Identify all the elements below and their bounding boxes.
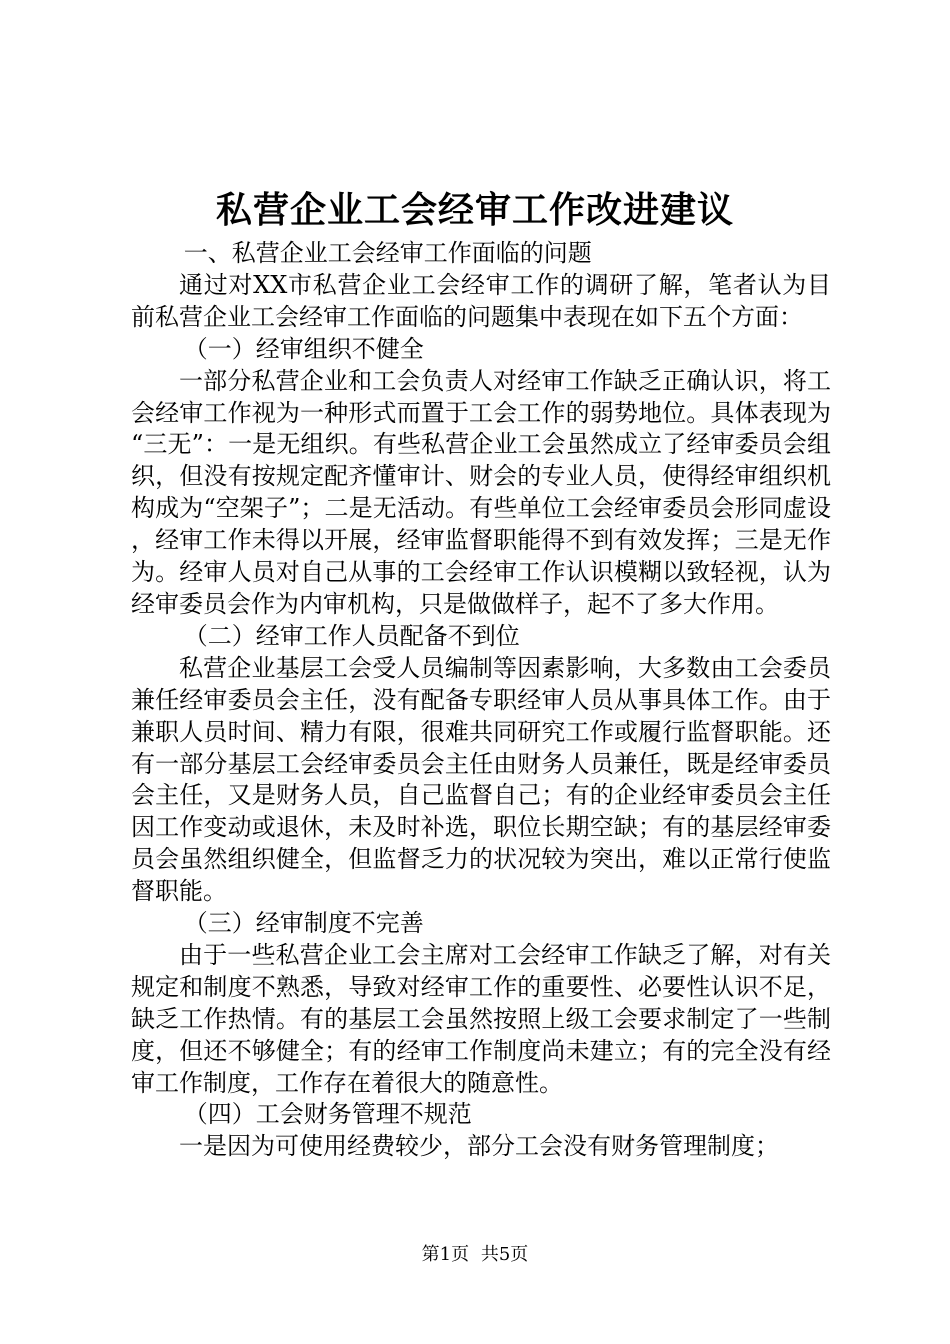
paragraph: 通过对XX市私营企业工会经审工作的调研了解，笔者认为目前私营企业工会经审工作面临的问题集中表现在如下五个方面： xyxy=(131,270,831,331)
subsection-heading: （二）经审工作人员配备不到位 xyxy=(183,621,520,650)
subsection-heading: （一）经审组织不健全 xyxy=(183,334,424,363)
page-number: 第1页 xyxy=(421,1244,470,1265)
paragraph: 一是因为可使用经费较少，部分工会没有财务管理制度； xyxy=(179,1132,779,1161)
page-total: 共5页 xyxy=(480,1244,529,1265)
subsection-heading: （三）经审制度不完善 xyxy=(183,909,424,938)
paragraph: 私营企业基层工会受人员编制等因素影响，大多数由工会委员兼任经审委员会主任，没有配备专职经审人员从事具体工作。由于兼职人员时间、精力有限，很难共同研究工作或履行监督职能。还有一部分基层工会经审委员会主任由财务人员兼任，既是经审委员会主任，又是财务人员，自己监督自己；有的企业经审委员会主任因工作变动或退休，未及时补选，职位长期空缺；有的基层经审委员会虽然组织健全，但监督乏力的状况较为突出，难以正常行使监督职能。 xyxy=(131,653,831,906)
page-footer xyxy=(0,1243,950,1267)
section-heading: 一、私营企业工会经审工作面临的问题 xyxy=(183,239,592,267)
paragraph: 由于一些私营企业工会主席对工会经审工作缺乏了解，对有关规定和制度不熟悉，导致对经审工作的重要性、必要性认识不足，缺乏工作热情。有的基层工会虽然按照上级工会要求制定了一些制度，但还不够健全；有的经审工作制度尚未建立；有的完全没有经审工作制度，工作存在着很大的随意性。 xyxy=(131,940,831,1097)
subsection-heading: （四）工会财务管理不规范 xyxy=(183,1100,472,1129)
paragraph: 一部分私营企业和工会负责人对经审工作缺乏正确认识，将工会经审工作视为一种形式而置于工会工作的弱势地位。具体表现为“三无”：一是无组织。有些私营企业工会虽然成立了经审委员会组织，但没有按规定配齐懂审计、财会的专业人员，使得经审组织机构成为“空架子”；二是无活动。有些单位工会经审委员会形同虚设，经审工作未得以开展，经审监督职能得不到有效发挥；三是无作为。经审人员对自己从事的工会经审工作认识模糊以致轻视，认为经审委员会作为内审机构，只是做做样子，起不了多大作用。 xyxy=(131,366,831,618)
document-title: 私营企业工会经审工作改进建议 xyxy=(215,189,734,231)
document-body xyxy=(131,238,831,1163)
